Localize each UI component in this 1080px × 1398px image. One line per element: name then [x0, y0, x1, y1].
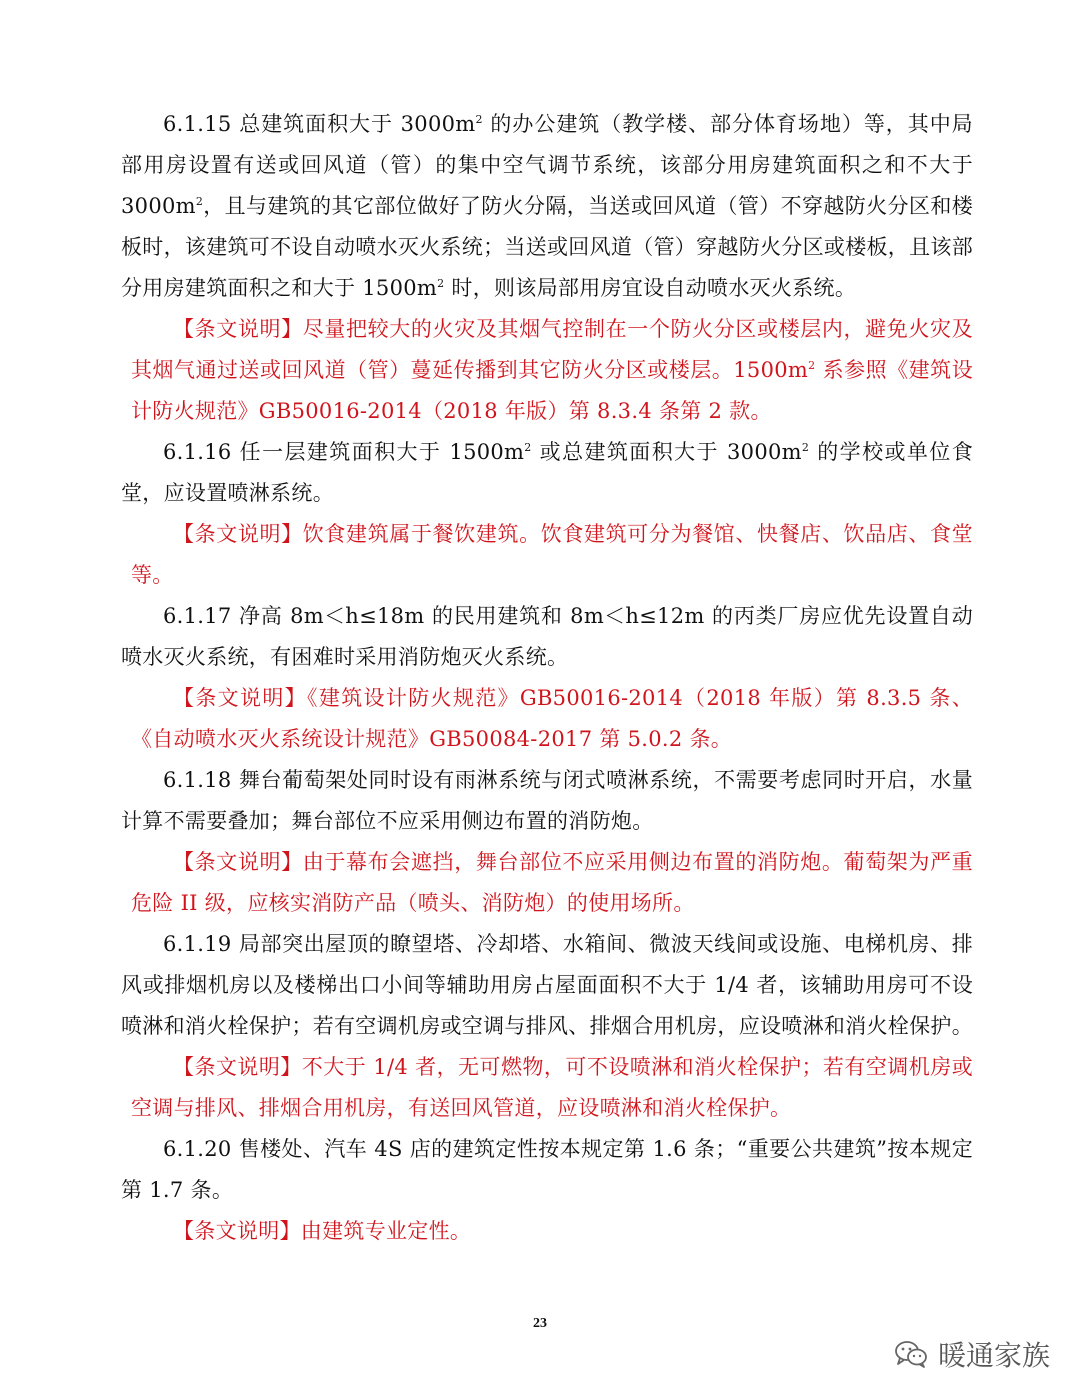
text-run: 【条文说明】尽量把较大的火灾及其烟气控制在一个防火分区或楼层内，避免火灾及其烟气通过送或回风道（管）蔓延传播到其它防火分区或楼层。1500m [131, 317, 973, 382]
clause-explanation [121, 1047, 973, 1129]
text-run: 6.1.17 净高 8m＜h≤18m 的民用建筑和 8m＜h≤12m 的丙类厂房应优先设置自动喷水灭火系统，有困难时采用消防炮灭火系统。 [121, 604, 973, 669]
superscript: 2 [475, 113, 483, 126]
text-run: 【条文说明】由建筑专业定性。 [173, 1219, 472, 1243]
text-run: 6.1.19 局部突出屋顶的瞭望塔、冷却塔、水箱间、微波天线间或设施、电梯机房、排风或排烟机房以及楼梯出口小间等辅助用房占屋面面积不大于 1/4 者，该辅助用房可不设喷淋和消火栓保护；若有空调机房或空调与排风、排烟合用机房，应设喷淋和消火栓保护。 [121, 932, 973, 1038]
text-run: ，且与建筑的其它部位做好了防火分隔，当送或回风道（管）不穿越防火分区和楼板时，该建筑可不设自动喷水灭火系统；当送或回风道（管）穿越防火分区或楼板，且该部分用房建筑面积之和大于 1500m [121, 194, 973, 300]
watermark-text: 暖通家族 [937, 1339, 1050, 1372]
text-run: 【条文说明】《建筑设计防火规范》GB50016-2014（2018 年版）第 8.3.5 条、《自动喷水灭火系统设计规范》GB50084-2017 第 5.0.2 条。 [131, 686, 973, 751]
document-body [121, 104, 973, 1252]
text-run: 6.1.20 售楼处、汽车 4S 店的建筑定性按本规定第 1.6 条；“重要公共建筑”按本规定第 1.7 条。 [121, 1137, 973, 1202]
superscript: 2 [195, 195, 204, 208]
superscript: 2 [801, 441, 810, 454]
clause-explanation [121, 309, 973, 432]
text-run: 的办公建筑（教学楼、部分体育场地）等，其中局部用房设置有送或回风道（管）的集中空气调节系统，该部分用房建筑面积之和不大于 3000m [121, 112, 973, 218]
clause-paragraph [121, 924, 973, 1047]
text-run: 时，则该局部用房宜设自动喷水灭火系统。 [444, 276, 857, 300]
text-run: 6.1.16 任一层建筑面积大于 1500m [163, 440, 525, 464]
page-number: 23 [533, 1316, 547, 1331]
clause-paragraph [121, 104, 973, 309]
wechat-icon [894, 1339, 928, 1369]
watermark [894, 1334, 1050, 1374]
clause-paragraph [121, 432, 973, 514]
clause-explanation [121, 1211, 973, 1252]
text-run: 6.1.18 舞台葡萄架处同时设有雨淋系统与闭式喷淋系统，不需要考虑同时开启，水量计算不需要叠加；舞台部位不应采用侧边布置的消防炮。 [121, 768, 973, 833]
clause-paragraph [121, 1129, 973, 1211]
clause-explanation [121, 842, 973, 924]
superscript: 2 [808, 359, 816, 372]
clause-explanation [121, 678, 973, 760]
superscript: 2 [437, 277, 445, 290]
superscript: 2 [524, 441, 532, 454]
clause-paragraph [121, 760, 973, 842]
text-run: 【条文说明】不大于 1/4 者，无可燃物，可不设喷淋和消火栓保护；若有空调机房或空调与排风、排烟合用机房，有送回风管道，应设喷淋和消火栓保护。 [131, 1055, 973, 1120]
clause-paragraph [121, 596, 973, 678]
text-run: 【条文说明】由于幕布会遮挡，舞台部位不应采用侧边布置的消防炮。葡萄架为严重危险 II 级，应核实消防产品（喷头、消防炮）的使用场所。 [131, 850, 973, 915]
clause-explanation [121, 514, 973, 596]
text-run: 或总建筑面积大于 3000m [531, 440, 802, 464]
text-run: 系参照《建筑设计防火规范》GB50016-2014（2018 年版）第 8.3.4 条第 2 款。 [131, 358, 973, 423]
text-run: 6.1.15 总建筑面积大于 3000m [163, 112, 476, 136]
text-run: 【条文说明】饮食建筑属于餐饮建筑。饮食建筑可分为餐馆、快餐店、饮品店、食堂等。 [131, 522, 973, 587]
text-run: 的学校或单位食堂，应设置喷淋系统。 [121, 440, 974, 505]
